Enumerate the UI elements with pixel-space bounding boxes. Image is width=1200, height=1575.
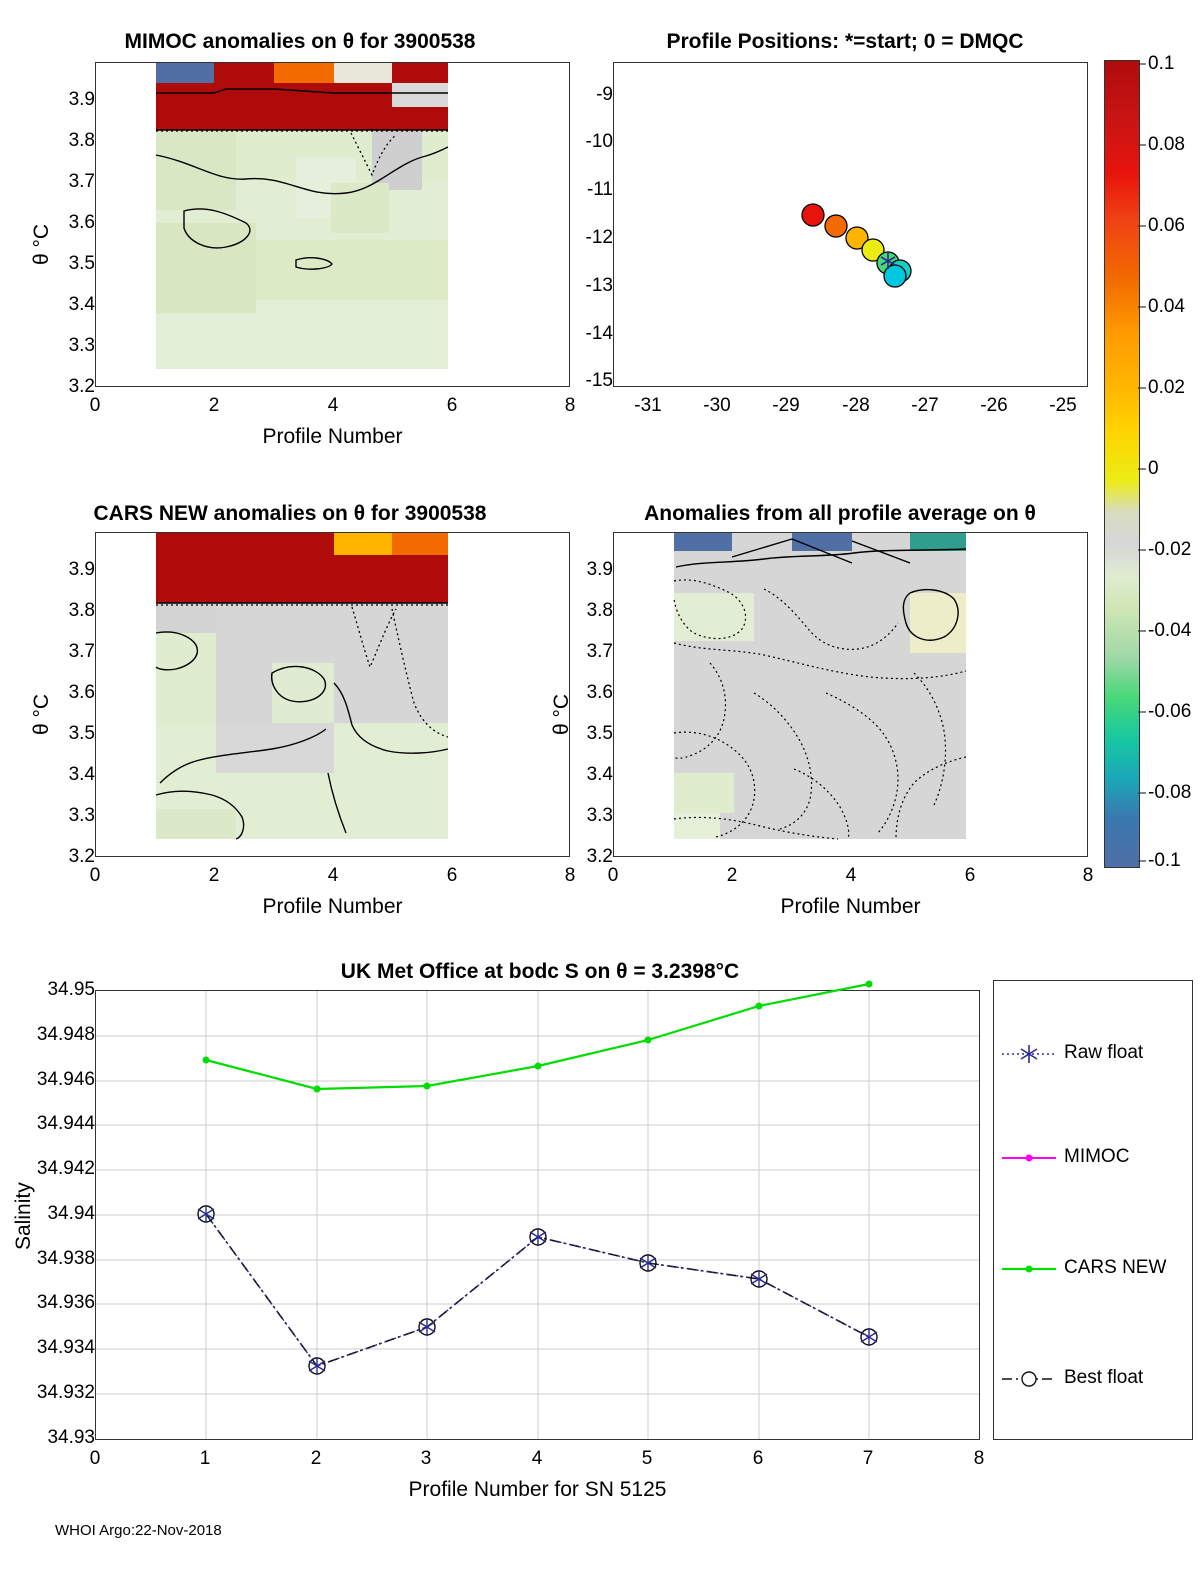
cars-ytick: 3.3: [68, 805, 95, 826]
cars-ytick: 3.5: [68, 723, 95, 744]
salinity-xlabel: Profile Number for SN 5125: [408, 1478, 667, 1501]
cars-ytick: 3.6: [68, 682, 95, 703]
allavg-plot-area: [613, 532, 1088, 857]
cars-xtick: 4: [327, 865, 339, 886]
cars-title: CARS NEW anomalies on θ for 3900538: [93, 502, 487, 525]
panel-salinity: [0, 940, 1200, 1540]
salinity-ytick: 34.946: [36, 1069, 95, 1090]
allavg-ytick: 3.4: [586, 764, 613, 785]
positions-ytick: -12: [585, 227, 613, 248]
positions-ytick: -13: [585, 275, 613, 296]
mimoc-ytick: 3.8: [68, 130, 95, 151]
positions-plot-area: [613, 62, 1088, 387]
mimoc-xtick: 4: [327, 395, 339, 416]
positions-ytick: -10: [585, 131, 613, 152]
mimoc-plot-area: [95, 62, 570, 387]
positions-ytick: -11: [586, 179, 613, 200]
salinity-ytick: 34.932: [36, 1382, 95, 1403]
salinity-xtick: 7: [862, 1448, 874, 1469]
salinity-ytick: 34.948: [36, 1024, 95, 1045]
salinity-xtick: 3: [420, 1448, 432, 1469]
allavg-title: Anomalies from all profile average on θ: [644, 502, 1036, 525]
salinity-ytick: 34.94: [47, 1203, 95, 1224]
cars-plot-area: [95, 532, 570, 857]
salinity-ytick: 34.942: [36, 1158, 95, 1179]
legend-item-raw-float: Raw float: [1064, 1042, 1144, 1063]
mimoc-ytick: 3.2: [68, 376, 95, 397]
positions-xtick: -25: [1049, 395, 1077, 416]
salinity-ylabel: Salinity: [12, 1182, 35, 1250]
allavg-ytick: 3.2: [586, 846, 613, 867]
cars-xtick: 2: [208, 865, 220, 886]
salinity-title: UK Met Office at bodc S on θ = 3.2398°C: [340, 960, 740, 983]
positions-ytick: -15: [585, 370, 613, 391]
positions-xtick: -28: [842, 395, 870, 416]
positions-xtick: -26: [980, 395, 1008, 416]
cars-ylabel: θ °C: [30, 693, 53, 735]
colorbar-tick: -0.02: [1148, 539, 1192, 560]
cars-ytick: 3.9: [68, 559, 95, 580]
positions-title: Profile Positions: *=start; 0 = DMQC: [666, 30, 1024, 53]
allavg-ylabel: θ °C: [550, 693, 573, 735]
colorbar-tick: -0.04: [1148, 620, 1192, 641]
positions-xtick: -29: [772, 395, 800, 416]
salinity-xtick: 5: [641, 1448, 653, 1469]
mimoc-xlabel: Profile Number: [262, 425, 403, 448]
cars-ytick: 3.8: [68, 600, 95, 621]
mimoc-ytick: 3.6: [68, 212, 95, 233]
salinity-ytick: 34.944: [36, 1113, 95, 1134]
footer-text: WHOI Argo:22-Nov-2018: [55, 1522, 222, 1539]
allavg-xtick: 4: [845, 865, 857, 886]
colorbar: [1104, 53, 1200, 875]
mimoc-ylabel: θ °C: [30, 223, 53, 265]
panel-allavg: [550, 480, 1100, 940]
positions-ytick: -9: [596, 84, 613, 105]
salinity-xtick: 1: [199, 1448, 211, 1469]
salinity-xtick: 4: [531, 1448, 543, 1469]
colorbar-tick: 0.1: [1148, 53, 1175, 74]
cars-ytick: 3.2: [68, 846, 95, 867]
positions-scatter: [614, 63, 1087, 386]
colorbar-tick: 0.02: [1148, 377, 1185, 398]
mimoc-title: MIMOC anomalies on θ for 3900538: [124, 30, 476, 53]
allavg-xtick: 8: [1082, 865, 1094, 886]
allavg-ytick: 3.5: [586, 723, 613, 744]
salinity-xtick: 6: [752, 1448, 764, 1469]
allavg-xlabel: Profile Number: [780, 895, 921, 918]
salinity-ytick: 34.934: [36, 1337, 95, 1358]
positions-xtick: -27: [911, 395, 939, 416]
positions-xtick: -30: [703, 395, 731, 416]
salinity-plot-area: [95, 990, 980, 1440]
salinity-ytick: 34.938: [36, 1248, 95, 1269]
allavg-ytick: 3.3: [586, 805, 613, 826]
legend-item-mimoc: MIMOC: [1064, 1146, 1130, 1167]
allavg-ytick: 3.6: [586, 682, 613, 703]
salinity-xtick: 0: [89, 1448, 101, 1469]
salinity-ytick: 34.936: [36, 1292, 95, 1313]
salinity-xtick: 2: [310, 1448, 322, 1469]
mimoc-ytick: 3.9: [68, 89, 95, 110]
colorbar-tick: 0.08: [1148, 134, 1185, 155]
colorbar-gradient: [1104, 60, 1140, 868]
mimoc-xtick: 2: [208, 395, 220, 416]
allavg-xtick: 2: [726, 865, 738, 886]
salinity-series: [96, 991, 979, 1439]
mimoc-xtick: 0: [89, 395, 101, 416]
allavg-xtick: 0: [607, 865, 619, 886]
cars-xtick: 8: [564, 865, 576, 886]
allavg-ytick: 3.8: [586, 600, 613, 621]
colorbar-tick: 0: [1148, 458, 1159, 479]
salinity-xtick: 8: [973, 1448, 985, 1469]
allavg-ytick: 3.7: [586, 641, 613, 662]
mimoc-field: [96, 63, 569, 386]
colorbar-ticks: [1138, 60, 1150, 870]
mimoc-xtick: 8: [564, 395, 576, 416]
panel-cars: [0, 480, 580, 940]
legend-item-best-float: Best float: [1064, 1367, 1144, 1388]
mimoc-xtick: 6: [446, 395, 458, 416]
positions-ytick: -14: [585, 323, 613, 344]
cars-xtick: 6: [446, 865, 458, 886]
panel-positions: [580, 0, 1100, 470]
legend-item-cars-new: CARS NEW: [1064, 1257, 1167, 1278]
cars-ytick: 3.4: [68, 764, 95, 785]
positions-xtick: -31: [634, 395, 662, 416]
mimoc-ytick: 3.4: [68, 294, 95, 315]
colorbar-tick: -0.1: [1148, 850, 1181, 871]
mimoc-ytick: 3.7: [68, 171, 95, 192]
cars-ytick: 3.7: [68, 641, 95, 662]
mimoc-ytick: 3.5: [68, 253, 95, 274]
allavg-xtick: 6: [964, 865, 976, 886]
colorbar-tick: 0.04: [1148, 296, 1185, 317]
allavg-field: [614, 533, 1087, 856]
cars-xlabel: Profile Number: [262, 895, 403, 918]
panel-mimoc: [0, 0, 580, 470]
allavg-ytick: 3.9: [586, 559, 613, 580]
cars-xtick: 0: [89, 865, 101, 886]
salinity-ytick: 34.95: [47, 979, 95, 1000]
colorbar-tick: -0.08: [1148, 782, 1192, 803]
legend: [993, 980, 1193, 1440]
cars-field: [96, 533, 569, 856]
mimoc-ytick: 3.3: [68, 335, 95, 356]
colorbar-tick: -0.06: [1148, 701, 1192, 722]
colorbar-tick: 0.06: [1148, 215, 1185, 236]
salinity-ytick: 34.93: [47, 1427, 95, 1448]
